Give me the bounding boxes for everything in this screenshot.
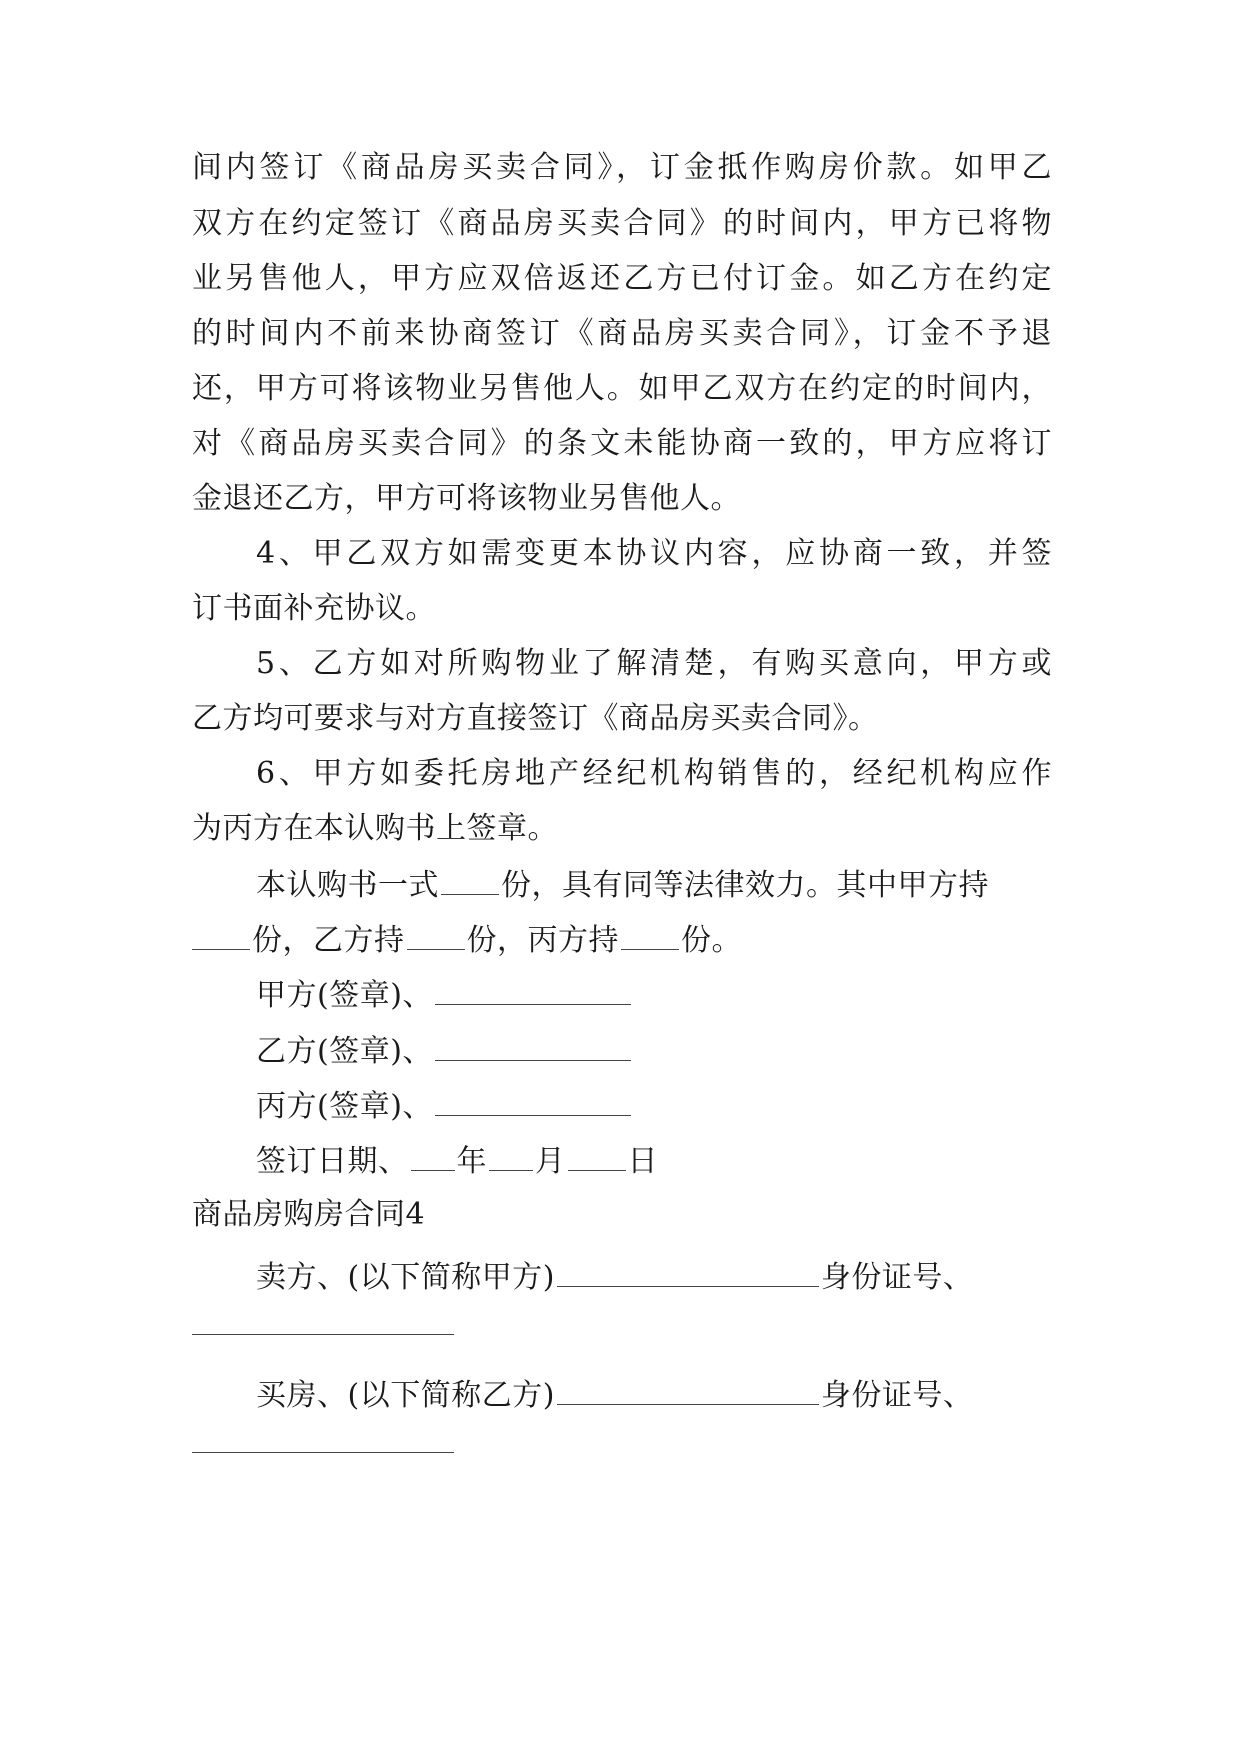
copies-line (256, 864, 1052, 906)
paragraph-line: 金退还乙方，甲方可将该物业另售他人。 (192, 481, 741, 516)
clause-6-line: 6、甲方如委托房地产经纪机构销售的，经纪机构应作 (256, 756, 1052, 791)
signature-party-c (256, 1085, 1052, 1127)
seller-label: 卖方、(以下简称甲方) (256, 1260, 555, 1295)
clause-5-line: 5、乙方如对所购物业了解清楚，有购买意向，甲方或 (256, 646, 1052, 681)
signing-date (256, 1140, 1052, 1182)
seller-line (256, 1256, 1052, 1298)
paragraph-line: 双方在约定签订《商品房买卖合同》的时间内，甲方已将物 (192, 206, 1052, 241)
signature-label: 乙方(签章)、 (256, 1034, 433, 1069)
date-year-blank[interactable] (411, 1140, 455, 1171)
buyer-name-blank[interactable] (557, 1374, 819, 1405)
copies-text: 份，乙方持 (252, 923, 405, 958)
id-label: 身份证号、 (820, 1378, 974, 1413)
date-year-label: 年 (456, 1144, 487, 1179)
signature-party-a (256, 974, 1052, 1016)
copies-text: 份，丙方持 (466, 923, 619, 958)
contract-title: 商品房购房合同4 (192, 1197, 426, 1232)
copies-line (192, 919, 1052, 961)
paragraph-line: 的时间内不前来协商签订《商品房买卖合同》，订金不予退 (192, 316, 1052, 351)
id-label: 身份证号、 (820, 1260, 974, 1295)
signature-label: 丙方(签章)、 (256, 1089, 433, 1124)
paragraph-line: 业另售他人，甲方应双倍返还乙方已付订金。如乙方在约定 (192, 261, 1052, 296)
copies-text: 本认购书一式 (256, 868, 439, 903)
copies-total-blank[interactable] (441, 864, 499, 895)
signature-label: 甲方(签章)、 (256, 978, 433, 1013)
date-day-label: 日 (627, 1144, 658, 1179)
buyer-label: 买房、(以下简称乙方) (256, 1378, 555, 1413)
buyer-line (256, 1374, 1052, 1416)
copies-party-a-blank[interactable] (192, 919, 250, 950)
clause-5-line: 乙方均可要求与对方直接签订《商品房买卖合同》。 (192, 701, 879, 736)
seller-name-blank[interactable] (557, 1256, 819, 1287)
copies-text: 份，具有同等法律效力。其中甲方持 (501, 868, 989, 903)
paragraph-line: 对《商品房买卖合同》的条文未能协商一致的，甲方应将订 (192, 426, 1052, 461)
buyer-id-blank[interactable] (192, 1452, 454, 1453)
paragraph-line: 间内签订《商品房买卖合同》，订金抵作购房价款。如甲乙 (192, 150, 1052, 185)
signature-party-b (256, 1030, 1052, 1072)
date-label: 签订日期、 (256, 1144, 409, 1179)
copies-party-b-blank[interactable] (407, 919, 465, 950)
date-month-label: 月 (535, 1144, 566, 1179)
signature-party-a-blank[interactable] (435, 974, 631, 1005)
date-month-blank[interactable] (489, 1140, 533, 1171)
paragraph-line: 还，甲方可将该物业另售他人。如甲乙双方在约定的时间内， (192, 371, 1052, 406)
clause-4-line: 订书面补充协议。 (192, 591, 436, 626)
date-day-blank[interactable] (568, 1140, 626, 1171)
signature-party-b-blank[interactable] (435, 1030, 631, 1061)
copies-party-c-blank[interactable] (621, 919, 679, 950)
clause-4-line: 4、甲乙双方如需变更本协议内容，应协商一致，并签 (256, 536, 1052, 571)
seller-id-blank[interactable] (192, 1334, 454, 1335)
copies-text: 份。 (681, 923, 742, 958)
signature-party-c-blank[interactable] (435, 1085, 631, 1116)
clause-6-line: 为丙方在本认购书上签章。 (192, 811, 558, 846)
